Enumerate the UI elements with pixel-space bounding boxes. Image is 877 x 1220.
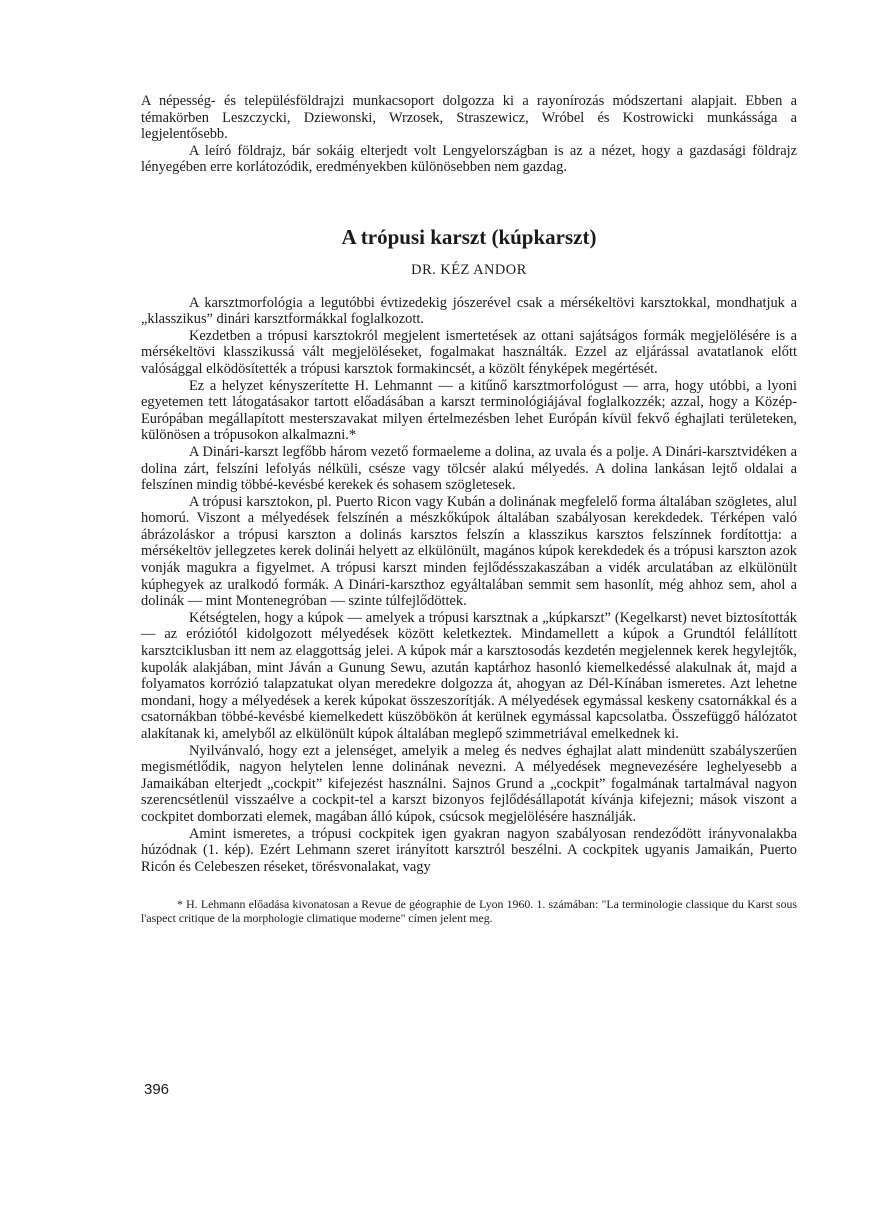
footnote — [141, 897, 797, 925]
article-author: DR. KÉZ ANDOR — [411, 261, 527, 278]
article-paragraph-2: Kezdetben a trópusi karsztokról megjelent ismertetések az ottani sajátságos formák megjelölésére is a mérsékeltövi klasszikussá vált megjelöléseket, fogalmakat használták. Ezzel az eljárással avatatlanok előtt valósággal elködösítették a trópusi karsztok formakincsét, a közölt fényképek megértését. — [141, 327, 797, 377]
intro-paragraph-2: A leíró földrajz, bár sokáig elterjedt volt Lengyelországban is az a nézet, hogy a gazdasági földrajz lényegében erre korlátozódik, eredményekben különösebben nem gazdag. — [141, 142, 797, 176]
footnote-text: * H. Lehmann előadása kivonatosan a Revue de géographie de Lyon 1960. 1. számában: "La terminologie classique du Karst sous l'aspect critique de la morphologie climatique moderne" címen jelent meg. — [141, 897, 797, 926]
article-paragraph-6: Kétségtelen, hogy a kúpok — amelyek a trópusi karsztnak a „kúpkarszt” (Kegelkarst) nevet biztosították — az eróziótól kidolgozott mélyedések között keletkeztek. Mindamellett a kúpok a Grundtól felállított karsztciklusban itt nem az elaggottság jelei. A kúpok már a karsztosodás kezdetén megjelennek kerek hegylejtők, kupolák alakjában, mint Jáván a Gunung Sewu, azután kaptárhoz hasonló kiemelkedéssé alakulnak át, majd a folyamatos korrózió talapzatukat olyan meredekre dolgozza át, ahogyan az Dél-Kínában ismeretes. Azt lehetne mondani, hogy a mélyedések a kerek kúpokat összeszorítják. A mélyedések egymással keskeny csatornákkal és a csatornákban többé-kevésbé kiemelkedett küszöbökön át kerülnek egymással kapcsolatba. Összefüggő hálózatot alakítanak ki, amelyből az elkülönült kúpok általában meglepő szimmetriával emelkednek ki. — [141, 609, 797, 742]
article-paragraph-1: A karsztmorfológia a legutóbbi évtizedekig jószerével csak a mérsékeltövi karsztokkal, mondhatjuk a „klasszikus” dinári karsztformákkal foglalkozott. — [141, 294, 797, 328]
article-paragraph-4: A Dinári-karszt legfőbb három vezető formaeleme a dolina, az uvala és a polje. A Dinári-karsztvidéken a dolina zárt, felszíni lefolyás nélküli, csésze vagy tölcsér alakú mélyedés. A dolina lankásan lejtő oldalai a felszínen mindig többé-kevésbé kerekek és sohasem szögletesek. — [141, 443, 797, 494]
article-paragraph-5: A trópusi karsztokon, pl. Puerto Ricon vagy Kubán a dolinának megfelelő forma általában szögletes, alul homorú. Viszont a mélyedések felszínén a mészkőkúpok általában szabályosan kerekdedek. Térképen való ábrázoláskor a trópusi karszton a dolinás karsztos felszín a klasszikus karsztos felszínnek fordítottja: a mérsékeltöv jellegzetes kerek dolinái helyett az elkülönült, magános kúpok kerekdedek és a trópusi karszton azok vonják magukra a figyelmet. A trópusi karszt minden fejlődésszakaszában a vidék arculatában az elkülönült kúphegyek az uralkodó formák. A Dinári-karszthoz egyáltalában semmit sem hasonlít, még ahhoz sem, ahol a dolinák — mint Montenegróban — szinte túlfejlődöttek. — [141, 493, 797, 610]
article-title: A trópusi karszt (kúpkarszt) — [341, 224, 597, 249]
page-body — [141, 93, 797, 925]
page-number: 396 — [144, 1081, 170, 1098]
article-paragraph-7: Nyilvánvaló, hogy ezt a jelenséget, amelyik a meleg és nedves éghajlat alatt mindenütt szabályszerűen megismétlődik, nagyon helytelen lenne dolinának nevezni. A mélyedések megnevezésére leghelyesebb a Jamaikában elterjedt „cockpit” kifejezést használni. Sajnos Grund a „cockpit” fogalmának tartalmával nagyon szerencsétlenül visszaélve a cockpit-tel a karszt bizonyos fejlődésállapotát kívánja kifejezni; mások viszont a cockpitet domborzati elemek, magában álló kúpok, csúcsok megjelölésére használják. — [141, 742, 797, 825]
article-paragraph-3: Ez a helyzet kényszerítette H. Lehmannt — a kitűnő karsztmorfológust — arra, hogy utóbbi, a lyoni egyetemen tett látogatásakor tartott előadásában a karszt terminológiájával foglalkozzék; azzal, hogy a Közép-Európában megállapított mesterszavakat milyen értelmezésben lehet Európán kívül fekvő éghajlati területeken, különösen a trópusokon alkalmazni.* — [141, 377, 797, 444]
intro-paragraph-1: A népesség- és településföldrajzi munkacsoport dolgozza ki a rayonírozás módszertani alapjait. Ebben a témakörben Leszczycki, Dziewonski, Wrzosek, Straszewicz, Wróbel és Kostrowicki munkássága a legjelentősebb. — [141, 93, 797, 143]
article-paragraph-8: Amint ismeretes, a trópusi cockpitek igen gyakran nagyon szabályosan rendeződött irányvonalakba húzódnak (1. kép). Ezért Lehmann szeret irányított karsztról beszélni. A cockpitek ugyanis Jamaikán, Puerto Ricón és Celebeszen réseket, törésvonalakat, vagy — [141, 825, 797, 875]
